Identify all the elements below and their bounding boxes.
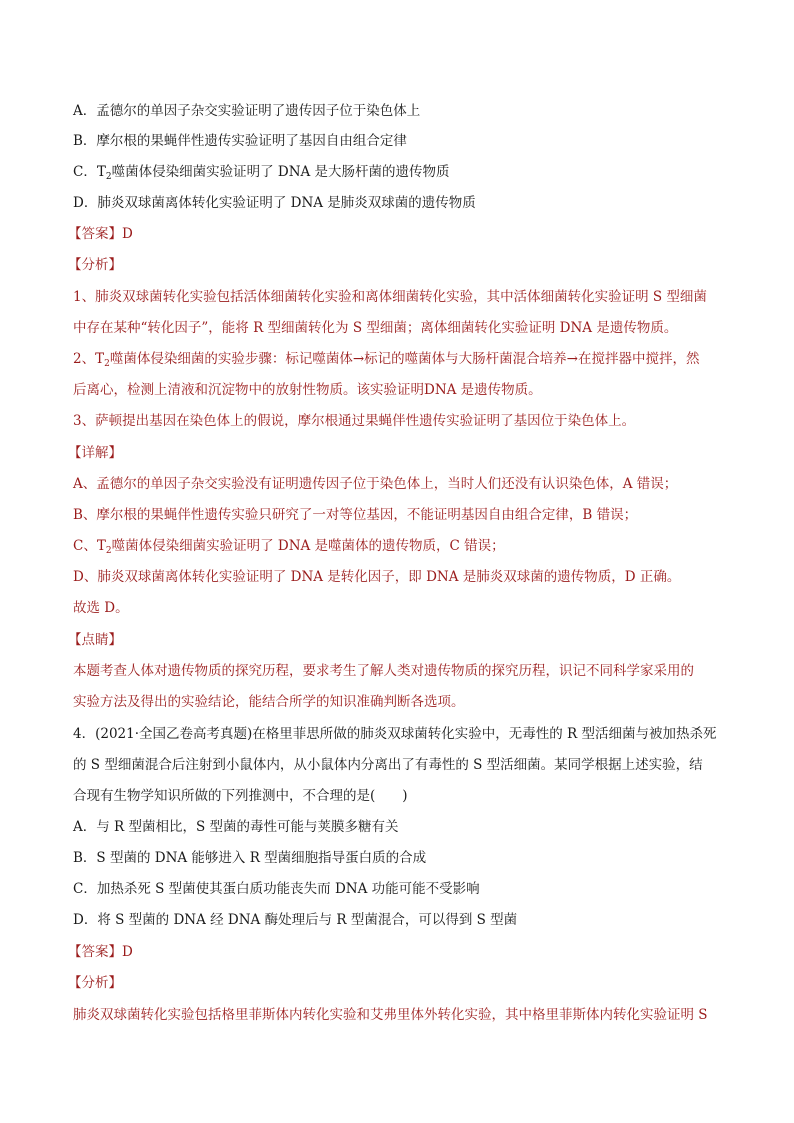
q4-stem-line: 的 S 型细菌混合后注射到小鼠体内，从小鼠体内分离出了有毒性的 S 型活细菌。某同学根据上述实验，结 xyxy=(73,757,703,773)
q4-option-d: D．将 S 型菌的 DNA 经 DNA 酶处理后与 R 型菌混合，可以得到 S 型菌 xyxy=(73,912,518,928)
q3-analysis-line: 2、$T_2$噬菌体侵染细菌的实验步骤：标记噬菌体→标记的噬菌体与大肠杆菌混合培养→在搅拌器中搅拌，然 xyxy=(73,351,700,369)
q4-analysis-heading: 【分析】 xyxy=(68,975,122,991)
q3-point-line: 实验方法及得出的实验结论，能结合所学的知识准确判断各选项。 xyxy=(73,694,465,710)
q4-stem-line: 4．(2021·全国乙卷高考真题)在格里菲思所做的肺炎双球菌转化实验中，无毒性的 R 型活细菌与被加热杀死 xyxy=(73,726,717,742)
q3-point-line: 本题考查人体对遗传物质的探究历程，要求考生了解人类对遗传物质的探究历程，识记不同科学家采用的 xyxy=(73,663,694,679)
q3-detail-line: D、肺炎双球菌离体转化实验证明了 DNA 是转化因子，即 DNA 是肺炎双球菌的遗传物质，D 正确。 xyxy=(73,569,681,585)
q3-detail-line: 故选 D。 xyxy=(73,600,129,616)
q4-option-a: A．与 R 型菌相比，S 型菌的毒性可能与荚膜多糖有关 xyxy=(73,819,399,835)
q4-option-b: B．S 型菌的 DNA 能够进入 R 型菌细胞指导蛋白质的合成 xyxy=(73,850,427,866)
q3-analysis-line: 1、肺炎双球菌转化实验包括活体细菌转化实验和离体细菌转化实验，其中活体细菌转化实验证明 S 型细菌 xyxy=(73,289,707,305)
q3-option-c: C．$T_2$噬菌体侵染细菌实验证明了 DNA 是大肠杆菌的遗传物质 xyxy=(73,164,450,182)
q4-answer: 【答案】D xyxy=(68,944,133,960)
q4-analysis-line: 肺炎双球菌转化实验包括格里菲斯体内转化实验和艾弗里体外转化实验，其中格里菲斯体内转化实验证明 S xyxy=(73,1007,708,1023)
q3-detail-line: C、$T_2$噬菌体侵染细菌实验证明了 DNA 是噬菌体的遗传物质，C 错误； xyxy=(73,538,505,556)
q3-detail-heading: 【详解】 xyxy=(68,445,122,461)
q4-stem-line: 合现有生物学知识所做的下列推测中，不合理的是( ) xyxy=(73,788,408,804)
q3-detail-line: B、摩尔根的果蝇伴性遗传实验只研究了一对等位基因，不能证明基因自由组合定律，B 错误； xyxy=(73,507,638,523)
q3-option-b: B．摩尔根的果蝇伴性遗传实验证明了基因自由组合定律 xyxy=(73,133,407,149)
q3-analysis-line: 中存在某种“转化因子”，能将 R 型细菌转化为 S 型细菌；离体细菌转化实验证明 DNA 是遗传物质。 xyxy=(73,320,678,336)
q3-answer: 【答案】D xyxy=(68,226,133,242)
q3-analysis-heading: 【分析】 xyxy=(68,257,122,273)
q3-option-d: D．肺炎双球菌离体转化实验证明了 DNA 是肺炎双球菌的遗传物质 xyxy=(73,195,476,211)
q3-option-a: A．孟德尔的单因子杂交实验证明了遗传因子位于染色体上 xyxy=(73,103,421,119)
q3-point-heading: 【点睛】 xyxy=(68,632,122,648)
q3-detail-line: A、孟德尔的单因子杂交实验没有证明遗传因子位于染色体上，当时人们还没有认识染色体，A 错误； xyxy=(73,476,678,492)
q3-analysis-line: 3、萨顿提出基因在染色体上的假说，摩尔根通过果蝇伴性遗传实验证明了基因位于染色体上。 xyxy=(73,413,636,429)
q4-option-c: C．加热杀死 S 型菌使其蛋白质功能丧失而 DNA 功能可能不受影响 xyxy=(73,881,480,897)
q3-analysis-line: 后离心，检测上清液和沉淀物中的放射性物质。该实验证明DNA 是遗传物质。 xyxy=(73,382,542,398)
